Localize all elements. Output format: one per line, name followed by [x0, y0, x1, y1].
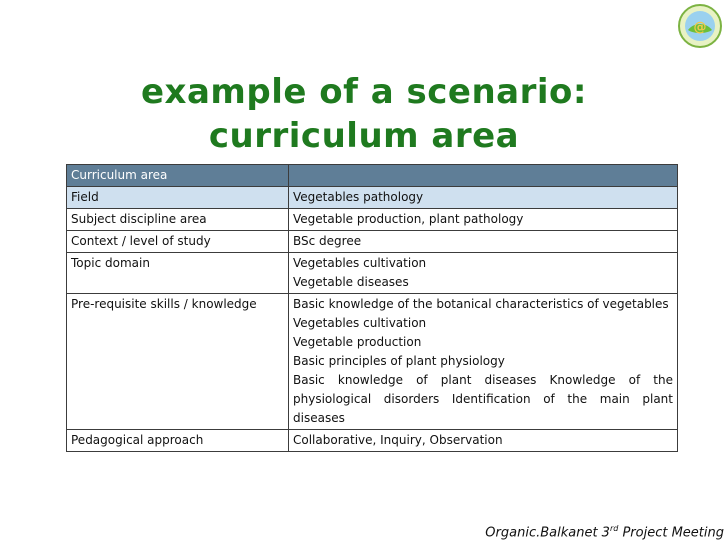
row-value-line: Vegetables cultivation — [293, 256, 427, 270]
slide-title-line1: example of a scenario: — [141, 72, 587, 112]
row-value-line: Basic knowledge of plant diseases Knowledge of the physiological disorders Identification of the main plant diseases — [293, 373, 673, 425]
organic-balkanet-logo-icon — [678, 4, 722, 48]
table-row — [67, 430, 678, 452]
row-value-line: Collaborative, Inquiry, Observation — [293, 433, 503, 447]
row-value-line: Basic principles of plant physiology — [293, 354, 505, 368]
row-label: Context / level of study — [67, 231, 289, 253]
table-row — [67, 165, 678, 187]
svg-text:@: @ — [693, 20, 707, 35]
row-label: Subject discipline area — [67, 209, 289, 231]
table-row — [67, 209, 678, 231]
table-row — [67, 187, 678, 209]
footer-suffix: Project Meeting — [618, 525, 724, 540]
curriculum-table — [66, 164, 678, 452]
row-value — [289, 231, 678, 253]
row-value — [289, 165, 678, 187]
table-row — [67, 294, 678, 430]
row-value-line: Vegetables pathology — [293, 190, 424, 204]
row-value-line: BSc degree — [293, 234, 362, 248]
row-value — [289, 187, 678, 209]
row-label: Topic domain — [67, 253, 289, 294]
row-value-line: Vegetable production — [293, 335, 422, 349]
table-row — [67, 231, 678, 253]
row-value-line: Vegetables cultivation — [293, 316, 427, 330]
row-value — [289, 209, 678, 231]
footer-sup: rd — [609, 523, 619, 533]
row-label: Curriculum area — [67, 165, 289, 187]
row-label: Pre-requisite skills / knowledge — [67, 294, 289, 430]
slide-title — [0, 70, 728, 158]
footer-text — [485, 524, 724, 540]
slide-title-line2: curriculum area — [208, 116, 520, 156]
row-label: Field — [67, 187, 289, 209]
row-value-line: Vegetable diseases — [293, 275, 409, 289]
row-value-line: Basic knowledge of the botanical characteristics of vegetables — [293, 297, 669, 311]
table-row — [67, 253, 678, 294]
row-value — [289, 294, 678, 430]
row-label: Pedagogical approach — [67, 430, 289, 452]
row-value-line: Vegetable production, plant pathology — [293, 212, 524, 226]
footer-prefix: Organic.Balkanet 3 — [485, 525, 610, 540]
row-value — [289, 430, 678, 452]
row-value — [289, 253, 678, 294]
